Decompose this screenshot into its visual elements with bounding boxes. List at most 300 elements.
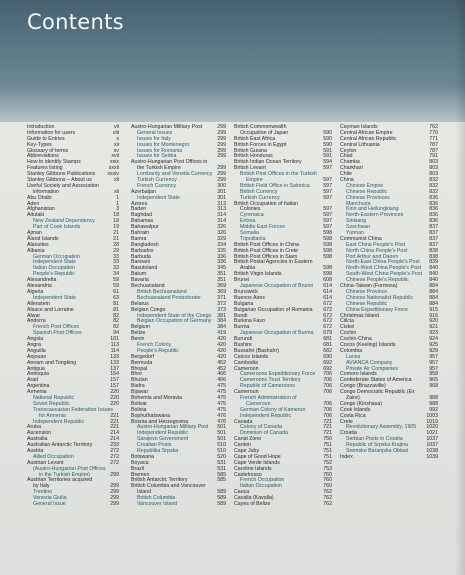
entry-title: Spanish Post Offices (33, 330, 82, 337)
entry-title: Ascension (27, 430, 52, 437)
entry-title: Cochin (340, 330, 357, 337)
entry-title: North China People's Post (346, 247, 408, 254)
entry-title: Abbreviations (27, 153, 59, 160)
entry-title: Burkina Faso (234, 318, 265, 325)
entry-title: Bussahir (Bashahr) (234, 347, 279, 354)
entry-page-number: 884 (429, 294, 438, 301)
entry-page-number: 690 (323, 353, 332, 360)
entry-title: Cameroons Trust Territory (240, 377, 301, 384)
entry-title: Bahawalpur (131, 224, 159, 231)
entry-page-number: 313 (217, 206, 226, 213)
entry-page-number: 345 (217, 265, 226, 272)
entry-page-number: 18 (113, 218, 119, 225)
entry-page-number: 591 (323, 153, 332, 160)
entry-page-number: 419 (217, 330, 226, 337)
entry-page-number: 787 (429, 141, 438, 148)
entry-page-number: 762 (429, 124, 438, 130)
entry-page-number: 923 (429, 330, 438, 337)
entry-title: North-East China People's Post (346, 259, 420, 266)
entry-page-number: 672 (323, 324, 332, 331)
entry-page-number: 1038 (426, 447, 438, 454)
entry-title: Abu Dhabi (27, 194, 52, 201)
entry-page-number: 329 (217, 235, 226, 242)
entry-page-number: 501 (217, 430, 226, 437)
entry-title: Alexandria (27, 283, 52, 290)
entry-title: Kirin and Heilungkiang (346, 206, 399, 213)
entry-page-number: 598 (323, 241, 332, 248)
entry-title: British Indian Ocean Territory (234, 159, 302, 166)
entry-page-number: 301 (217, 188, 226, 195)
entry-page-number: 840 (429, 265, 438, 272)
entry-page-number: 760 (323, 477, 332, 484)
entry-page-number: 598 (323, 230, 332, 237)
entry-title: Useful Society and Association (27, 182, 99, 189)
entry-title: Features listing (27, 165, 63, 172)
entry-page-number: 21 (113, 230, 119, 237)
entry-title: Biafra (131, 383, 145, 390)
entry-title: Austro-Hungarian Post Offices in (131, 159, 208, 166)
entry-title: Yunnan (346, 230, 364, 237)
entry-page-number: 369 (217, 283, 226, 290)
entry-title: Somalia (240, 230, 259, 237)
entry-title: British Columbia and Vancouver (131, 483, 206, 490)
entry-page-number: 475 (217, 394, 226, 401)
entry-page-number: 420 (217, 353, 226, 360)
entry-page-number: viii (112, 129, 119, 136)
entry-title: Cocos (Keeling) Islands (340, 341, 396, 348)
entry-title: for Armenia (39, 412, 66, 419)
entry-page-number: 82 (113, 324, 119, 331)
entry-title: Cameroons Expeditionary Force (240, 371, 316, 378)
entry-title: Independent Republic (240, 412, 292, 419)
entry-page-number: 300 (217, 182, 226, 189)
entry-page-number: 591 (323, 147, 332, 154)
entry-title: Baden (131, 206, 147, 213)
entry-page-number: 221 (110, 424, 119, 431)
entry-title: Trentino (33, 489, 53, 496)
entry-page-number: 476 (217, 412, 226, 419)
entry-title: Congo Democratic Republic (Ex (340, 389, 415, 396)
contents-column-2 (131, 125, 226, 508)
entry-title: Annam and Tongking (27, 359, 77, 366)
entry-title: AVIANCA Company (346, 359, 393, 366)
entry-page-number: 929 (429, 347, 438, 354)
entry-page-number: 589 (217, 495, 226, 502)
entry-page-number: 884 (429, 300, 438, 307)
entry-title: Brunei (234, 277, 250, 284)
entry-page-number: 681 (323, 341, 332, 348)
entry-page-number: 475 (217, 389, 226, 396)
entry-title: Bechuanaland (131, 283, 165, 290)
entry-title: Angola (27, 336, 44, 343)
entry-title: Bamra (131, 235, 147, 242)
entry-page-number: 299 (217, 141, 226, 148)
entry-title: Turkish Currency (240, 194, 280, 201)
entry-title: National Republic (33, 394, 75, 401)
entry-title: Armenia (27, 389, 47, 396)
entry-page-number: 608 (323, 277, 332, 284)
entry-page-number: 272 (110, 459, 119, 466)
entry-page-number: 452 (217, 359, 226, 366)
entry-page-number: 706 (323, 406, 332, 413)
entry-title: Brazil (131, 465, 145, 472)
entry-title: Afghanistan (27, 206, 55, 213)
entry-title: Comoro Islands (340, 371, 377, 378)
entry-title: Alwar (27, 312, 41, 319)
entry-page-number: 336 (217, 253, 226, 260)
entry-title: British Field Office in Salonica (240, 182, 310, 189)
entry-page-number: 34 (113, 271, 119, 278)
title-band (0, 0, 465, 122)
entry-title: Cavalla (Kavalla) (234, 495, 274, 502)
entry-page-number: 81 (113, 306, 119, 313)
entry-page-number: 351 (217, 271, 226, 278)
entry-title: French Currency (137, 182, 177, 189)
entry-page-number: 299 (217, 177, 226, 184)
entry-page-number: 832 (429, 182, 438, 189)
entry-page-number: 501 (217, 436, 226, 443)
entry-page-number: 381 (217, 312, 226, 319)
entry-title: Bergedorf (131, 353, 155, 360)
entry-page-number: 925 (429, 341, 438, 348)
entry-page-number: 988 (429, 394, 438, 401)
entry-title: Anjouan (27, 353, 47, 360)
entry-page-number: 884 (429, 288, 438, 295)
entry-title: Basutoland (131, 265, 158, 272)
entry-page-number: 762 (323, 495, 332, 502)
entry-page-number: 597 (323, 182, 332, 189)
entry-title: Colonies (240, 206, 261, 213)
entry-page-number: 452 (217, 365, 226, 372)
entry-page-number: 1021 (426, 430, 438, 437)
entry-page-number: 133 (110, 353, 119, 360)
entry-title: British Post Offices in Siam (234, 253, 298, 260)
entry-page-number: 721 (323, 418, 332, 425)
entry-page-number: 113 (110, 341, 119, 348)
entry-page-number: 1 (116, 194, 119, 201)
entry-title: Cameroun (234, 389, 259, 396)
entry-title: Chad (340, 153, 353, 160)
entry-title: Manchuria (346, 200, 371, 207)
entry-title: Baghdad (131, 212, 153, 219)
entry-page-number: 597 (323, 188, 332, 195)
entry-page-number: 836 (429, 206, 438, 213)
entry-page-number: 299 (110, 489, 119, 496)
entry-title: Bahamas (131, 218, 154, 225)
entry-page-number: 837 (429, 224, 438, 231)
page-edge-shadow (455, 0, 465, 575)
entry-title: Bermuda (131, 359, 153, 366)
entry-page-number: 299 (217, 171, 226, 178)
entry-title: French Occupation (240, 477, 285, 484)
entry-title: Belize (131, 330, 146, 337)
entry-page-number: 1019 (426, 418, 438, 425)
entry-page-number: 760 (323, 483, 332, 490)
entry-page-number: 957 (429, 365, 438, 372)
entry-title: Alaouites (27, 241, 49, 248)
entry-title: Colony of Canada (240, 424, 283, 431)
entry-page-number: 598 (323, 271, 332, 278)
entry-title: General Issue (33, 501, 66, 507)
entry-title: Austria (27, 447, 44, 454)
entry-page-number: 957 (429, 359, 438, 366)
contents-column-4 (340, 125, 438, 461)
entry-title: Aden (27, 200, 40, 207)
entry-page-number: 750 (323, 436, 332, 443)
entry-title: Cook Islands (340, 406, 371, 413)
entry-title: Cape Verde Islands (234, 459, 280, 466)
entry-page-number: 751 (323, 442, 332, 449)
entry-title: Bhor (131, 371, 143, 378)
entry-page-number: 837 (429, 241, 438, 248)
entry-title: Burundi (234, 336, 253, 343)
entry-page-number: 751 (323, 453, 332, 460)
entry-title: Dominion of Canada (240, 430, 288, 437)
entry-page-number: 137 (110, 365, 119, 372)
entry-page-number: 672 (323, 306, 332, 313)
entry-title: French Colony (137, 341, 172, 348)
entry-page-number: 1037 (426, 436, 438, 443)
entry-page-number: 299 (217, 147, 226, 154)
entry-page-number: 82 (113, 318, 119, 325)
entry-title: British Columbia (137, 495, 176, 502)
entry-page-number: 466 (217, 377, 226, 384)
entry-page-number: 614 (323, 288, 332, 295)
entry-title: Chile (340, 171, 352, 178)
entry-title: German Colony of Kamerun (240, 406, 306, 413)
entry-title: Boyaca (131, 459, 149, 466)
entry-page-number: 692 (323, 359, 332, 366)
entry-title: Castelrosso (234, 471, 262, 478)
entry-page-number: 21 (113, 235, 119, 242)
entry-title: British Commonwealth (234, 124, 287, 130)
entry-page-number: 585 (217, 471, 226, 478)
entry-page-number: 133 (110, 359, 119, 366)
contents-column-1 (27, 125, 119, 508)
entry-page-number: 82 (113, 312, 119, 319)
entry-title: Cyrenaica (240, 212, 264, 219)
entry-page-number: 992 (429, 406, 438, 413)
entry-page-number: 61 (113, 288, 119, 295)
entry-page-number: 915 (429, 306, 438, 313)
entry-title: Turkish Currency (137, 177, 177, 184)
entry-page-number: 597 (323, 194, 332, 201)
entry-page-number: 154 (110, 371, 119, 378)
entry-title: Chinese People's Republic (346, 277, 409, 284)
entry-page-number: 1 (116, 200, 119, 207)
entry-title: Ceylon (340, 147, 357, 154)
entry-page-number: 791 (429, 153, 438, 160)
entry-page-number: 840 (429, 271, 438, 278)
entry-page-number: 475 (217, 383, 226, 390)
entry-page-number: 838 (429, 253, 438, 260)
entry-title: Island (137, 489, 152, 496)
entry-title: Bechuanaland Protectorate (137, 294, 201, 301)
page-title: Contents (27, 10, 124, 34)
entry-title: Transcaucasian Federation Issues (33, 406, 114, 413)
entry-title: Batum (131, 271, 147, 278)
entry-title: Algeria (27, 288, 44, 295)
entry-title: Part of Cook Islands (33, 224, 81, 231)
contents-entry (27, 502, 119, 508)
entry-title: Bhopal (131, 365, 148, 372)
entry-title: Szechwan (346, 224, 371, 231)
entry-title: Republika Srpska (137, 447, 179, 454)
entry-title: How to identify Stamps (27, 159, 81, 166)
entry-title: Andorra (27, 318, 46, 325)
entry-page-number: 59 (113, 277, 119, 284)
entry-title: Confederate States of America (340, 377, 412, 384)
entry-page-number: 590 (323, 141, 332, 148)
entry-title: Italian Occupation (33, 265, 76, 272)
entry-page-number: 803 (429, 159, 438, 166)
entry-page-number: 384 (217, 324, 226, 331)
entry-page-number: 597 (323, 224, 332, 231)
entry-page-number: 771 (429, 135, 438, 142)
entry-page-number: 957 (429, 353, 438, 360)
entry-page-number: 803 (429, 171, 438, 178)
entry-page-number: 272 (110, 453, 119, 460)
entry-title: Index (340, 453, 353, 460)
entry-title: Issues for Romania (137, 147, 183, 154)
entry-title: Empire (246, 177, 263, 184)
entry-page-number: 721 (323, 424, 332, 431)
entry-title: Albania (27, 247, 45, 254)
entry-title: Benin (131, 336, 145, 343)
entry-page-number: 884 (429, 283, 438, 290)
entry-page-number: 1020 (426, 424, 438, 431)
entry-page-number: 299 (110, 483, 119, 490)
entry-page-number: xii (114, 141, 119, 148)
entry-title: Republic of Srpska Krajina (346, 442, 408, 449)
entry-page-number: 420 (217, 341, 226, 348)
entry-page-number: 1037 (426, 442, 438, 449)
entry-title: Aruba (27, 424, 42, 431)
entry-title: General Issues (137, 129, 173, 136)
entry-page-number: 753 (323, 465, 332, 472)
entry-title: Communist China (340, 235, 382, 242)
entry-title: British Virgin Islands (234, 271, 282, 278)
entry-page-number: 299 (110, 495, 119, 502)
entry-title: Central Lithuania (340, 141, 380, 148)
entry-page-number: 371 (217, 294, 226, 301)
entry-title: in the Turkish Empire) (39, 471, 91, 478)
entry-page-number: 101 (110, 336, 119, 343)
entry-title: Bangladesh (131, 241, 159, 248)
entry-title: British Bechuanaland (137, 288, 187, 295)
entry-page-number: 314 (217, 218, 226, 225)
entry-page-number: 29 (113, 247, 119, 254)
entry-page-number: 589 (217, 501, 226, 507)
entry-page-number: 510 (217, 447, 226, 454)
entry-title: Sremsko Baranjska Oblast (346, 447, 409, 454)
entry-title: Allenstein (27, 300, 50, 307)
entry-title: Independent State (33, 294, 76, 301)
entry-title: Occupation of Japan (240, 129, 289, 136)
entry-title: Brunswick (234, 288, 258, 295)
entry-page-number: 33 (113, 253, 119, 260)
entry-page-number: 597 (323, 206, 332, 213)
entry-page-number: 59 (113, 283, 119, 290)
entry-title: British Levant (234, 165, 266, 172)
entry-page-number: 220 (110, 400, 119, 407)
entry-title: Alexandretta (27, 277, 57, 284)
entry-title: information (33, 188, 59, 195)
entry-title: British East Africa (234, 135, 276, 142)
entry-page-number: 681 (323, 336, 332, 343)
entry-title: British Occupation of Italian (234, 200, 298, 207)
entry-title: Cambodia (234, 359, 258, 366)
entry-page-number: 597 (323, 218, 332, 225)
entry-title: French Administration of (240, 394, 297, 401)
entry-title: Bavaria (131, 277, 149, 284)
entry-title: Bulgaria (234, 300, 254, 307)
entry-title: Christmas Island (340, 312, 380, 319)
entry-title: Barbuda (131, 253, 151, 260)
entry-page-number: 706 (323, 371, 332, 378)
entry-page-number: 839 (429, 259, 438, 266)
entry-title: North-Eastern Provinces (346, 212, 404, 219)
entry-title: People's Republic (137, 347, 179, 354)
entry-title: Belgian Congo (131, 306, 166, 313)
entry-title: China-Taiwan (Formosa) (340, 283, 398, 290)
entry-title: Issues for Serbia (137, 153, 177, 160)
entry-page-number: 706 (323, 400, 332, 407)
entry-title: North-West China People's Post (346, 265, 422, 272)
entry-page-number: 233 (110, 442, 119, 449)
entry-page-number: 706 (323, 412, 332, 419)
entry-title: Cameroon (234, 365, 259, 372)
entry-page-number: 832 (429, 188, 438, 195)
entry-page-number: 840 (429, 277, 438, 284)
entry-title: Bhutan (131, 377, 148, 384)
entry-title: Information for users (27, 129, 76, 136)
entry-page-number: 369 (217, 288, 226, 295)
entry-page-number: 770 (429, 129, 438, 136)
entry-title: East China People's Post (346, 241, 406, 248)
entry-page-number: 313 (217, 200, 226, 207)
entry-page-number: 214 (110, 436, 119, 443)
entry-title: French Post Offices (33, 324, 80, 331)
entry-title: Anguilla (27, 347, 46, 354)
entry-page-number: xxix (109, 159, 119, 166)
entry-page-number: 33 (113, 259, 119, 266)
entry-title: Stanley Gibbons Publications (27, 171, 96, 178)
entry-page-number: 373 (217, 306, 226, 313)
entry-title: Åland Islands (27, 235, 59, 242)
entry-title: Chamba (340, 159, 360, 166)
entry-page-number: 598 (323, 253, 332, 260)
entry-title: Antioquia (27, 371, 49, 378)
entry-title: Costa Rica (340, 412, 366, 419)
entry-page-number: 598 (323, 235, 332, 242)
entry-title: Cameroun (246, 400, 271, 407)
entry-page-number: 420 (217, 347, 226, 354)
entry-title: Austrian Territories acquired (27, 477, 93, 484)
entry-title: Colombia (340, 347, 363, 354)
entry-title: Austro-Hungarian Military Post (131, 124, 203, 130)
entry-title: Chinese Republic (346, 188, 388, 195)
entry-title: Chinese Republic (346, 300, 388, 307)
entry-title: Independent State (33, 259, 76, 266)
entry-page-number: 157 (110, 377, 119, 384)
entry-title: Bremen (131, 471, 150, 478)
entry-title: by Italy (33, 483, 50, 490)
entry-title: China (340, 177, 354, 184)
entry-title: Belarus (131, 300, 149, 307)
entry-page-number: 672 (323, 300, 332, 307)
entry-page-number: xli (114, 188, 119, 195)
